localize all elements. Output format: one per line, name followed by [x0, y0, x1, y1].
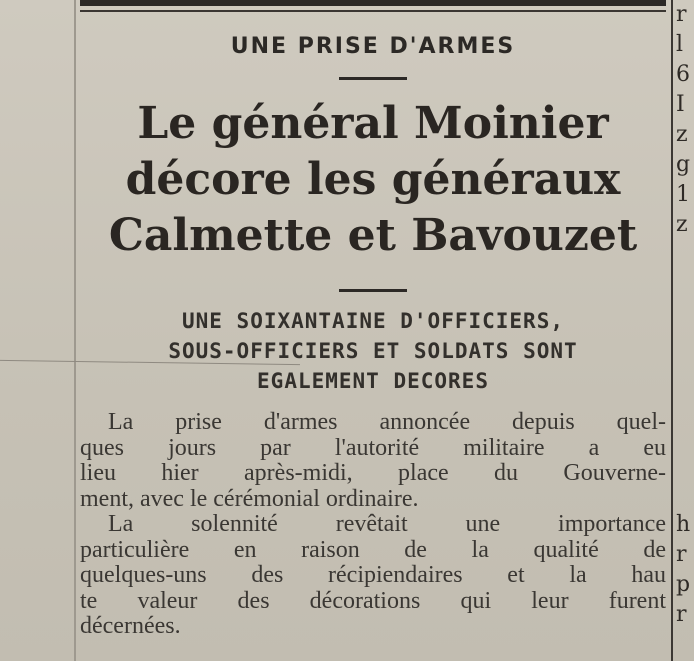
fragment-char: h [676, 512, 691, 537]
body-line: La prise d'armes annoncée depuis quel- [108, 409, 666, 435]
body-line: décernées. [80, 613, 181, 639]
fragment-char [676, 450, 694, 480]
body-line: ment, avec le cérémonial ordinaire. [80, 485, 419, 512]
headline-line: Calmette et Bavouzet [108, 210, 638, 261]
article-body [80, 410, 666, 640]
fragment-char: z [676, 122, 688, 147]
fragment-char [676, 300, 694, 330]
body-line: ques jours par l'autorité militaire a eu [80, 434, 666, 461]
subhead-line: SOUS-OFFICIERS ET SOLDATS SONT [168, 339, 578, 363]
subhead-line: UNE SOIXANTAINE D'OFFICIERS, [181, 309, 564, 333]
kicker-rule [339, 77, 407, 80]
body-paragraph [80, 410, 666, 512]
subhead-line: EGALEMENT DECORES [257, 369, 489, 393]
fragment-char: r [676, 2, 687, 27]
fragment-char [676, 390, 694, 420]
headline-line: Le général Moinier [137, 98, 609, 149]
fragment-char: r [676, 542, 687, 567]
fragment-char [676, 330, 694, 360]
fragment-char: 6 [676, 62, 690, 87]
headline-rule [339, 289, 407, 292]
article-headline [80, 96, 666, 264]
fragment-char: I [676, 92, 685, 117]
top-rule-thin [80, 10, 666, 12]
fragment-char [676, 270, 694, 300]
headline-line: décore les généraux [125, 154, 621, 205]
right-column-rule [671, 0, 673, 661]
body-line: quelques-uns des récipiendaires et la hau [80, 562, 666, 588]
fragment-char: r [676, 602, 687, 627]
fragment-char: z [676, 212, 688, 237]
fragment-char: l [676, 32, 684, 57]
adjacent-column-fragment [676, 0, 694, 661]
left-column-edge [74, 0, 76, 661]
article-kicker: UNE PRISE D'ARMES [230, 34, 516, 59]
fragment-char [676, 420, 694, 450]
body-line: te valeur des décorations qui leur furent [80, 587, 666, 614]
body-line: lieu hier après-midi, place du Gouverne- [80, 460, 666, 486]
fragment-char: g [676, 152, 691, 177]
fragment-char: 1 [676, 182, 690, 207]
fragment-char [676, 360, 694, 390]
body-line: La solennité revêtait une importance [108, 511, 666, 537]
fragment-char: p [676, 572, 691, 597]
article-subhead [80, 306, 666, 396]
fragment-char [676, 240, 694, 270]
body-paragraph [80, 512, 666, 640]
fragment-char [676, 480, 694, 510]
body-line: particulière en raison de la qualité de [80, 536, 666, 563]
top-rule-thick [80, 0, 666, 6]
